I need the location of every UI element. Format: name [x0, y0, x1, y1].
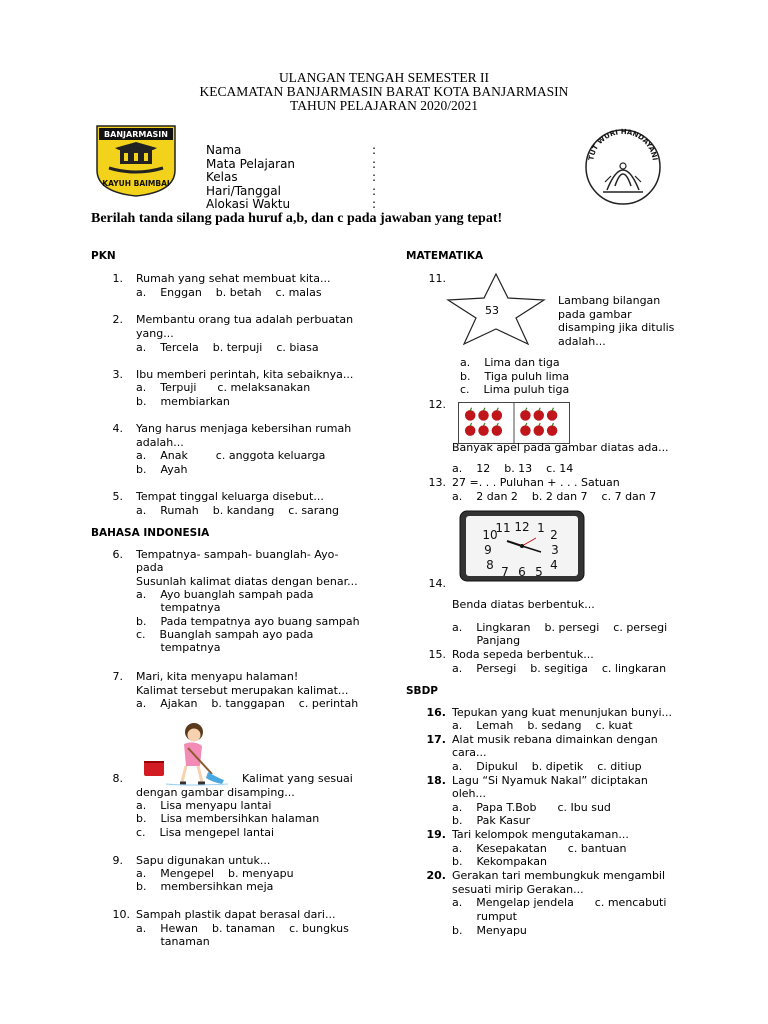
- question-text: Yang harus menjaga kebersihan rumah: [136, 422, 352, 435]
- question-text: Sampah plastik dapat berasal dari...: [136, 908, 336, 921]
- answer-options: a. Tercela b. terpuji c. biasa: [136, 341, 319, 354]
- question-number: 12.: [428, 398, 446, 411]
- section-bahasa-indonesia: BAHASA INDONESIA: [91, 527, 210, 539]
- question-number: 7.: [112, 670, 123, 683]
- answer-option: b. Menyapu: [452, 924, 527, 937]
- question-text: Tari kelompok mengutakaman...: [452, 828, 629, 841]
- question-text: Benda diatas berbentuk...: [452, 598, 595, 611]
- banjarmasin-logo: [93, 122, 179, 198]
- colon: :: [372, 157, 377, 171]
- answer-option: a. Hewan b. tanaman c. bungkus: [136, 922, 349, 935]
- clock-number: 3: [551, 543, 559, 557]
- question-text: Membantu orang tua adalah perbuatan: [136, 313, 354, 326]
- question-text: dengan gambar disamping...: [136, 786, 295, 799]
- question-number: 14.: [428, 577, 446, 590]
- field-hari-tanggal: Hari/Tanggal: [206, 184, 281, 198]
- question-number: 15.: [428, 648, 446, 661]
- answer-option: b. Tiga puluh lima: [460, 370, 570, 383]
- question-text: disamping jika ditulis: [558, 321, 675, 334]
- apple-stem: [470, 423, 471, 426]
- apple-stem: [539, 423, 540, 426]
- question-number: 4.: [112, 422, 123, 435]
- apples-figure: [458, 402, 570, 444]
- apple-stem: [552, 423, 553, 426]
- answer-option: b. Pada tempatnya ayo buang sampah: [136, 615, 360, 628]
- answer-option: a. Anak c. anggota keluarga: [136, 449, 326, 462]
- clock-number: 5: [535, 565, 543, 579]
- colon: :: [372, 143, 377, 157]
- answer-option: b. membersihkan meja: [136, 880, 274, 893]
- girl-mopping-illustration: [138, 722, 242, 788]
- answer-option: a. Lisa menyapu lantai: [136, 799, 272, 812]
- logo-top-text: BANJARMASIN: [104, 130, 168, 139]
- answer-option: c. Lisa mengepel lantai: [136, 826, 275, 839]
- colon: :: [372, 170, 377, 184]
- wall-clock-image: [459, 510, 585, 582]
- clock-number: 6: [518, 565, 526, 579]
- question-number: 5.: [112, 490, 123, 503]
- answer-option: a. Papa T.Bob c. Ibu sud: [452, 801, 611, 814]
- answer-option: b. Ayah: [136, 463, 188, 476]
- logo-bottom-text: KAYUH BAIMBAI: [102, 179, 170, 188]
- question-text: Rumah yang sehat membuat kita...: [136, 272, 331, 285]
- answer-option: b. Kekompakan: [452, 855, 547, 868]
- answer-option: tanaman: [136, 935, 210, 948]
- svg-text:TUT WURI HANDAYANI: [587, 128, 659, 161]
- question-text: Tepukan yang kuat menunjukan bunyi...: [452, 706, 673, 719]
- apple-icon: [520, 425, 530, 435]
- apple-icon: [534, 425, 544, 435]
- clock-number: 12: [514, 520, 530, 534]
- apple-icon: [465, 410, 475, 420]
- answer-option: tempatnya: [136, 601, 221, 614]
- apple-stem: [484, 408, 485, 411]
- section-matematika: MATEMATIKA: [406, 250, 484, 262]
- question-number: 9.: [112, 854, 123, 867]
- clock-number: 8: [486, 558, 494, 572]
- question-text: Ibu memberi perintah, kita sebaiknya...: [136, 368, 354, 381]
- answer-option: tempatnya: [136, 641, 221, 654]
- field-kelas: Kelas: [206, 170, 238, 184]
- apple-icon: [465, 425, 475, 435]
- question-number: 16.: [426, 706, 446, 719]
- question-number: 2.: [112, 313, 123, 326]
- answer-option: a. Mengepel b. menyapu: [136, 867, 294, 880]
- apple-stem: [497, 423, 498, 426]
- apple-icon: [547, 425, 557, 435]
- apple-stem: [470, 408, 471, 411]
- colon: :: [372, 184, 377, 198]
- answer-options: a. Ajakan b. tanggapan c. perintah: [136, 697, 359, 710]
- apple-stem: [525, 423, 526, 426]
- question-number: 11.: [428, 272, 446, 285]
- clock-number: 10: [482, 528, 498, 542]
- field-nama: Nama: [206, 143, 242, 157]
- clock-number: 1: [537, 521, 545, 535]
- logo-right-text: TUT WURI HANDAYANI: [587, 128, 659, 162]
- question-text: oleh...: [452, 787, 487, 800]
- answer-option: Panjang: [452, 634, 521, 647]
- question-number: 3.: [112, 368, 123, 381]
- question-number: 18.: [426, 774, 446, 787]
- clock-number: 4: [550, 558, 558, 572]
- question-text: Susunlah kalimat diatas dengan benar...: [136, 575, 358, 588]
- clock-number: 7: [501, 565, 509, 579]
- question-text: 27 =. . . Puluhan + . . . Satuan: [452, 476, 620, 489]
- question-number: 1.: [112, 272, 123, 285]
- question-number: 17.: [426, 733, 446, 746]
- question-number: 20.: [426, 869, 446, 882]
- question-text: Banyak apel pada gambar diatas ada...: [452, 441, 669, 454]
- apple-icon: [547, 410, 557, 420]
- apple-icon: [520, 410, 530, 420]
- question-text: adalah...: [136, 436, 184, 449]
- question-text: Tempatnya- sampah- buanglah- Ayo-: [136, 548, 339, 561]
- clock-number: 2: [550, 528, 558, 542]
- question-text: Roda sepeda berbentuk...: [452, 648, 594, 661]
- answer-option: a. Lima dan tiga: [460, 356, 560, 369]
- apple-stem: [539, 408, 540, 411]
- question-text: Alat musik rebana dimainkan dengan: [452, 733, 658, 746]
- question-text: adalah...: [558, 335, 606, 348]
- colon: :: [372, 197, 377, 211]
- field-alokasi-waktu: Alokasi Waktu: [206, 197, 291, 211]
- answer-option: b. Lisa membersihkan halaman: [136, 812, 320, 825]
- answer-option: a. Lingkaran b. persegi c. persegi: [452, 621, 668, 634]
- clock-number: 9: [484, 543, 492, 557]
- star-number: 53: [485, 304, 499, 317]
- answer-option: c. Lima puluh tiga: [460, 383, 570, 396]
- question-text: pada gambar: [558, 308, 632, 321]
- question-text: Kalimat tersebut merupakan kalimat...: [136, 684, 349, 697]
- answer-option: rumput: [452, 910, 517, 923]
- question-text: Kalimat yang sesuai: [242, 772, 353, 785]
- answer-options: a. 2 dan 2 b. 2 dan 7 c. 7 dan 7: [452, 490, 657, 503]
- section-sbdp: SBDP: [406, 685, 438, 697]
- question-text: Gerakan tari membungkuk mengambil: [452, 869, 666, 882]
- tut-wuri-handayani-logo: [583, 128, 663, 206]
- question-text: Lagu “Si Nyamuk Nakal” diciptakan: [452, 774, 648, 787]
- answer-option: b. membiarkan: [136, 395, 230, 408]
- star-figure: [444, 272, 548, 346]
- apple-stem: [484, 423, 485, 426]
- apple-stem: [552, 408, 553, 411]
- question-number: 19.: [426, 828, 446, 841]
- question-text: Lambang bilangan: [558, 294, 661, 307]
- question-number: 6.: [112, 548, 123, 561]
- question-text: sesuati mirip Gerakan...: [452, 883, 584, 896]
- answer-options: a. Dipukul b. dipetik c. ditiup: [452, 760, 642, 773]
- section-pkn: PKN: [91, 250, 116, 262]
- exam-year: TAHUN PELAJARAN 2020/2021: [290, 98, 478, 113]
- apple-stem: [497, 408, 498, 411]
- answer-options: a. Enggan b. betah c. malas: [136, 286, 322, 299]
- field-mata-pelajaran: Mata Pelajaran: [206, 157, 296, 171]
- answer-option: a. Mengelap jendela c. mencabuti: [452, 896, 667, 909]
- apple-icon: [492, 410, 502, 420]
- exam-district: KECAMATAN BANJARMASIN BARAT KOTA BANJARMASIN: [199, 84, 569, 99]
- question-text: Sapu digunakan untuk...: [136, 854, 271, 867]
- apple-icon: [478, 410, 488, 420]
- apple-stem: [525, 408, 526, 411]
- apple-icon: [492, 425, 502, 435]
- question-number: 8.: [112, 772, 123, 785]
- apple-icon: [534, 410, 544, 420]
- question-text: Mari, kita menyapu halaman!: [136, 670, 299, 683]
- answer-option: b. Pak Kasur: [452, 814, 531, 827]
- question-text: pada: [136, 561, 164, 574]
- answer-option: a. Terpuji c. melaksanakan: [136, 381, 311, 394]
- question-number: 13.: [428, 476, 446, 489]
- clock-number: 11: [495, 521, 511, 535]
- question-text: yang...: [136, 327, 174, 340]
- question-number: 10.: [112, 908, 130, 921]
- answer-option: a. Kesepakatan c. bantuan: [452, 842, 627, 855]
- answer-options: a. Rumah b. kandang c. sarang: [136, 504, 340, 517]
- answer-option: a. Ayo buanglah sampah pada: [136, 588, 314, 601]
- apple-icon: [478, 425, 488, 435]
- answer-options: a. Persegi b. segitiga c. lingkaran: [452, 662, 667, 675]
- answer-option: c. Buanglah sampah ayo pada: [136, 628, 314, 641]
- answer-options: a. 12 b. 13 c. 14: [452, 462, 574, 475]
- exam-title: ULANGAN TENGAH SEMESTER II: [278, 70, 490, 85]
- answer-options: a. Lemah b. sedang c. kuat: [452, 719, 633, 732]
- question-text: cara...: [452, 746, 487, 759]
- instruction: Berilah tanda silang pada huruf a,b, dan c pada jawaban yang tepat!: [91, 211, 503, 226]
- question-text: Tempat tinggal keluarga disebut...: [136, 490, 324, 503]
